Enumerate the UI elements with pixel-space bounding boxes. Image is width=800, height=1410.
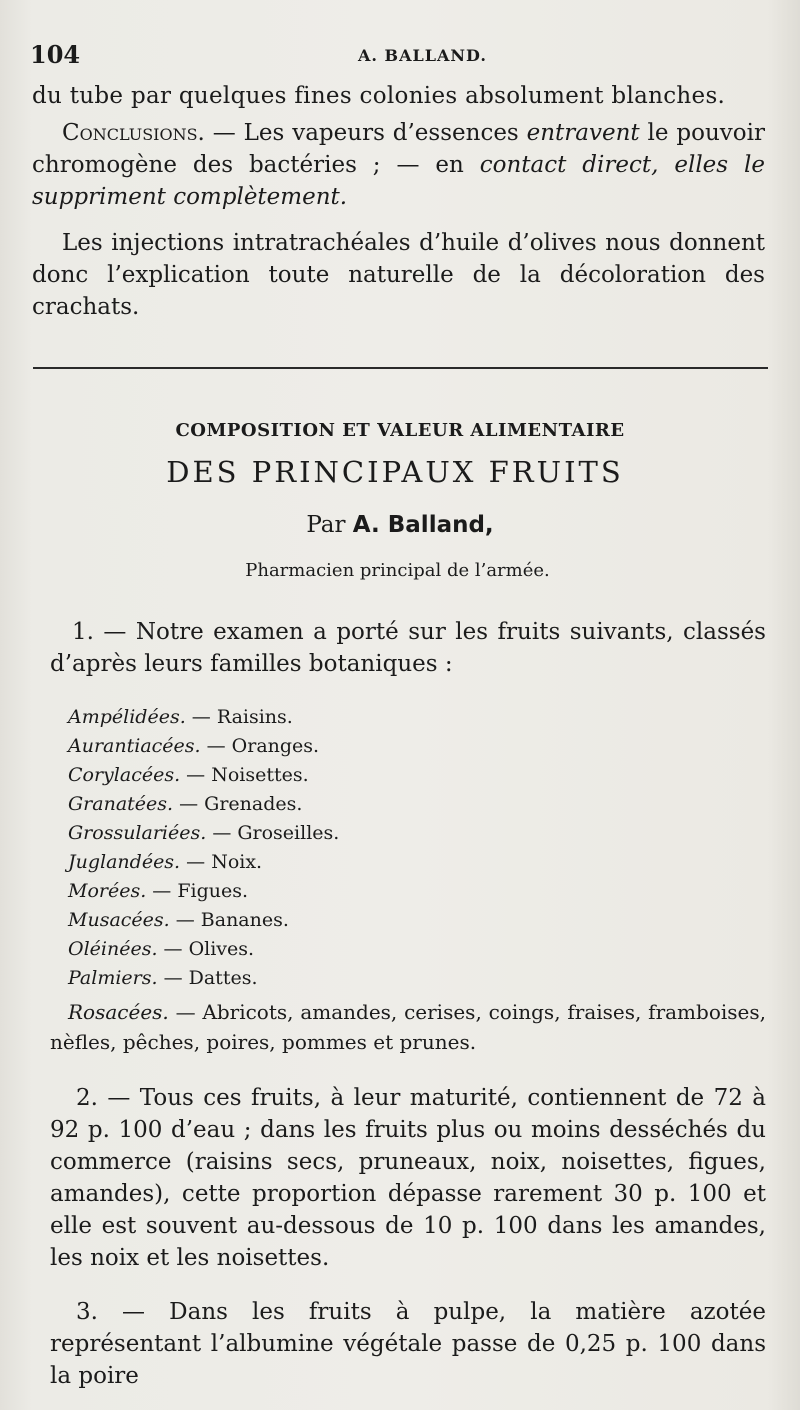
family-fruits: — Groseilles.: [206, 822, 340, 844]
conclusions-paragraph: [32, 117, 765, 213]
family-name: Palmiers.: [68, 967, 158, 989]
family-fruits: — Noisettes.: [180, 764, 309, 786]
article-kicker: COMPOSITION ET VALEUR ALIMENTAIRE: [175, 420, 625, 441]
family-entry: [68, 761, 309, 790]
family-name: Grossulariées.: [68, 822, 207, 844]
family-entry: [68, 732, 319, 761]
page-header: [30, 40, 770, 76]
section-divider: [33, 367, 768, 369]
conclusions-text-a: — Les vapeurs d’essences: [204, 120, 527, 146]
family-entry: [68, 848, 262, 877]
family-entry: [68, 935, 254, 964]
conclusions-label: Conclusions.: [62, 120, 205, 146]
family-entry: [68, 819, 339, 848]
intro-line: du tube par quelques fines colonies absolument blanches.: [32, 83, 726, 109]
author-affiliation: Pharmacien principal de l’armée.: [245, 560, 550, 581]
family-name: Juglandées.: [68, 851, 181, 873]
family-fruits: — Bananes.: [169, 909, 289, 931]
family-name: Rosacées.: [68, 1000, 169, 1024]
author-name: A. Balland,: [352, 512, 494, 538]
article-paragraph-1: 1. — Notre examen a porté sur les fruits suivants, classés d’après leurs familles botaniques :: [50, 619, 766, 677]
family-entry: [68, 877, 248, 906]
family-fruits: — Olives.: [157, 938, 255, 960]
article-title: DES PRINCIPAUX FRUITS: [166, 455, 624, 489]
family-name: Aurantiacées.: [68, 735, 201, 757]
family-entry: [68, 964, 258, 993]
family-name: Oléinées.: [68, 938, 158, 960]
family-fruits: — Noix.: [180, 851, 263, 873]
family-name: Ampélidées.: [68, 706, 186, 728]
conclusions-text-b: le pouvoir chromogène des bactéries ; — en: [32, 120, 765, 178]
article-paragraph-2: 2. — Tous ces fruits, à leur maturité, contiennent de 72 à 92 p. 100 d’eau ; dans les fruits plus ou moins desséchés du commerce (raisins secs, pruneaux, noix, noisettes, figues, amandes), cette proportion dépasse rarement 30 p. 100 et elle est souvent au-dessous de 10 p. 100 dans les amandes, les noix et les noisettes.: [50, 1085, 766, 1271]
conclusions-emphasis-2: contact direct, elles le suppriment complètement.: [32, 152, 765, 210]
family-fruits: — Grenades.: [173, 793, 303, 815]
family-name: Morées.: [68, 880, 147, 902]
family-fruits: — Abricots, amandes, cerises, coings, fraises, framboises, nèfles, pêches, poires, pommes et prunes.: [50, 1000, 766, 1054]
article-author-line: [0, 512, 800, 538]
family-fruits: — Figues.: [146, 880, 249, 902]
family-fruits: — Raisins.: [185, 706, 293, 728]
family-name: Musacées.: [68, 909, 170, 931]
intro-paragraph-2: Les injections intratrachéales d’huile d’olives nous donnent donc l’explication toute naturelle de la décoloration des crachats.: [32, 230, 765, 320]
family-name: Corylacées.: [68, 764, 181, 786]
conclusions-emphasis-1: entravent: [526, 120, 640, 146]
family-name: Granatées.: [68, 793, 174, 815]
family-entry: [68, 703, 293, 732]
article-paragraph-3: 3. — Dans les fruits à pulpe, la matière azotée représentant l’albumine végétale passe de 0,25 p. 100 dans la poire: [50, 1299, 766, 1389]
family-entry-rosacees: [50, 997, 766, 1057]
running-head: A. BALLAND.: [358, 46, 487, 65]
page-number: 104: [30, 40, 81, 69]
author-prefix: Par: [306, 512, 346, 538]
family-entry: [68, 790, 302, 819]
family-fruits: — Dattes.: [157, 967, 258, 989]
family-fruits: — Oranges.: [200, 735, 320, 757]
family-entry: [68, 906, 289, 935]
